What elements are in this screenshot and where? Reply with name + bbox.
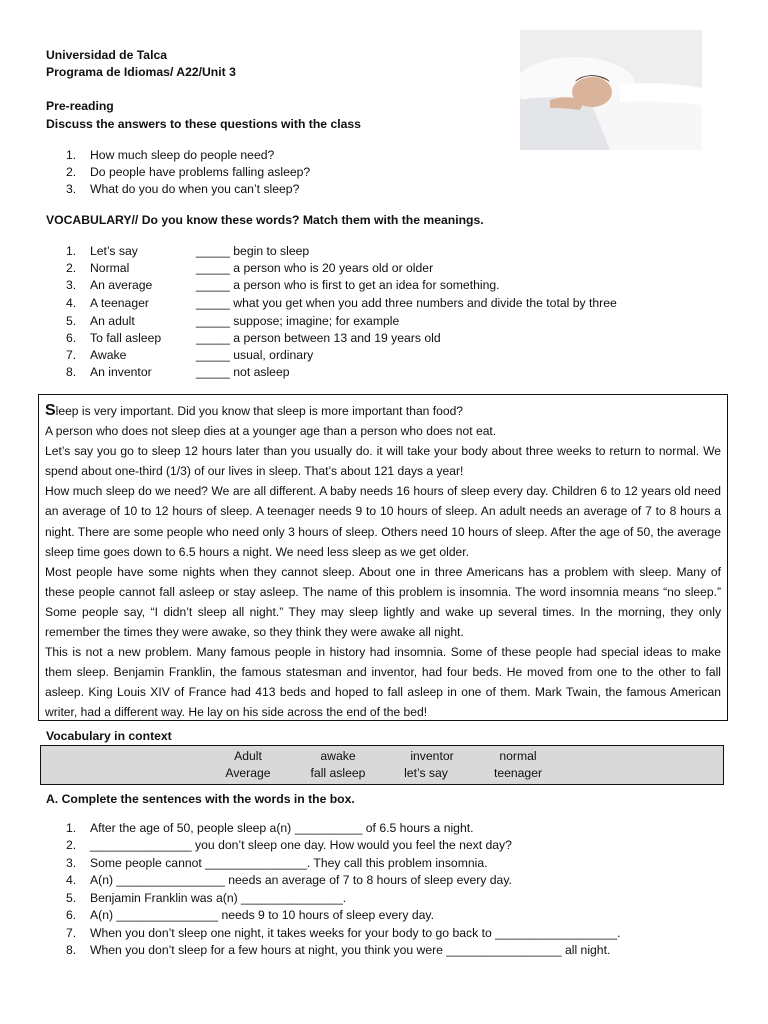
reading-passage [38,394,728,721]
vocab-number: 7. [66,348,77,362]
exercise-sentence: When you don’t sleep one night, it takes weeks for your body to go back to __________________. [90,926,621,940]
exercise-a-title: A. Complete the sentences with the words in the box. [46,792,355,806]
exercise-number: 1. [66,821,77,835]
exercise-number: 5. [66,891,77,905]
exercise-sentence: A(n) _______________ needs 9 to 10 hours of sleep every day. [90,908,434,922]
question-number: 2. [66,165,77,179]
vocab-meaning: _____ a person who is 20 years old or older [196,261,434,275]
vocab-word: An average [90,278,153,292]
word-bank-item: Average [225,766,271,780]
vocab-number: 3. [66,278,77,292]
vocab-number: 2. [66,261,77,275]
vocab-number: 5. [66,314,77,328]
vocab-meaning: _____ not asleep [196,365,290,379]
exercise-sentence: _______________ you don’t sleep one day. How would you feel the next day? [90,838,512,852]
vocab-word: Normal [90,261,130,275]
vocab-word: An inventor [90,365,152,379]
exercise-sentence: When you don’t sleep for a few hours at night, you think you were _________________ all night. [90,943,611,957]
reading-paragraph: This is not a new problem. Many famous people in history had insomnia. Some of these people had special ideas to make them sleep. Benjamin Franklin, the famous statesman and inventor, had four beds. He moved from one to the other to fall asleep. King Louis XIV of France had 413 beds and hoped to fall asleep in one of them. Mark Twain, the famous American writer, had a different way. He lay on his side across the end of the bed! [45,645,721,720]
vocab-meaning: _____ a person between 13 and 19 years old [196,331,441,345]
vocab-meaning: _____ what you get when you add three numbers and divide the total by three [196,296,617,310]
question-text: What do you do when you can’t sleep? [90,182,300,196]
vocab-meaning: _____ usual, ordinary [196,348,314,362]
vocab-number: 8. [66,365,77,379]
question-text: Do people have problems falling asleep? [90,165,311,179]
exercise-sentence: After the age of 50, people sleep a(n) __________ of 6.5 hours a night. [90,821,474,835]
reading-paragraph: How much sleep do we need? We are all different. A baby needs 16 hours of sleep every day. Children 6 to 12 years old need an average of 10 to 12 hours of sleep. A teenager needs 9 to 10 hours of sleep. An adult needs an average of 7 to 8 hours a night. There are some people who need only 3 hours of sleep. Others need 10 hours of sleep. After the age of 50, the average sleep time goes down to 6.5 hours a night. We need less sleep as we get older. [45,484,721,559]
word-bank-box [40,745,724,785]
reading-paragraph: A person who does not sleep dies at a younger age than a person who does not eat. [45,424,497,439]
reading-first-sentence: leep is very important. Did you know that sleep is more important than food? [55,404,464,418]
vocab-number: 6. [66,331,77,345]
reading-paragraph: Most people have some nights when they cannot sleep. About one in three Americans has a problem with sleep. Many of these people cannot fall asleep or stay asleep. The name of this problem is insomnia. The word insomnia means “no sleep.” Some people say, “I didn’t sleep all night.” They may sleep lightly and wake up several times. In the morning, they only remember the times they were awake, so they think they were awake all night. [45,564,721,640]
word-bank-item: let’s say [404,766,448,780]
word-bank-item: awake [320,749,356,763]
reading-paragraph: Let’s say you go to sleep 12 hours later than you usually do. it will take your body about three weeks to return to normal. We spend about one-third (1/3) of our lives in sleep. That’s about 121 days a year! [45,444,721,479]
word-bank-item: normal [499,749,537,763]
reading-first-line [45,401,721,421]
word-bank-item: teenager [493,766,543,780]
exercise-number: 2. [66,838,77,852]
vocab-word: To fall asleep [90,331,162,345]
exercise-sentence: Some people cannot _______________. They call this problem insomnia. [90,856,488,870]
header-program: Programa de Idiomas/ A22/Unit 3 [46,65,236,79]
vocab-meaning: _____ begin to sleep [196,244,310,258]
sleeping-person-illustration [520,30,702,150]
word-bank-item: fall asleep [310,766,366,780]
vocab-word: A teenager [90,296,149,310]
exercise-sentence: Benjamin Franklin was a(n) _______________. [90,891,347,905]
vocab-number: 1. [66,244,77,258]
exercise-number: 4. [66,873,77,887]
exercise-number: 7. [66,926,77,940]
vocab-word: Awake [90,348,127,362]
prereading-instruction: Discuss the answers to these questions with the class [46,117,361,131]
vocab-word: An adult [90,314,135,328]
exercise-number: 3. [66,856,77,870]
vocab-word: Let’s say [90,244,138,258]
prereading-title: Pre-reading [46,99,114,113]
vocab-meaning: _____ suppose; imagine; for example [196,314,400,328]
header-institution: Universidad de Talca [46,48,168,62]
vocab-meaning: _____ a person who is first to get an idea for something. [196,278,500,292]
word-bank-item: Adult [234,749,262,763]
context-title: Vocabulary in context [46,729,172,743]
vocab-number: 4. [66,296,77,310]
question-number: 1. [66,148,77,162]
exercise-number: 8. [66,943,77,957]
question-text: How much sleep do people need? [90,148,275,162]
word-bank-item: inventor [410,749,454,763]
question-number: 3. [66,182,77,196]
exercise-sentence: A(n) ________________ needs an average of 7 to 8 hours of sleep every day. [90,873,512,887]
sleeping-person-photo [520,30,702,150]
exercise-number: 6. [66,908,77,922]
vocabulary-title: VOCABULARY// Do you know these words? Match them with the meanings. [46,213,484,227]
drop-cap: S [45,402,56,419]
